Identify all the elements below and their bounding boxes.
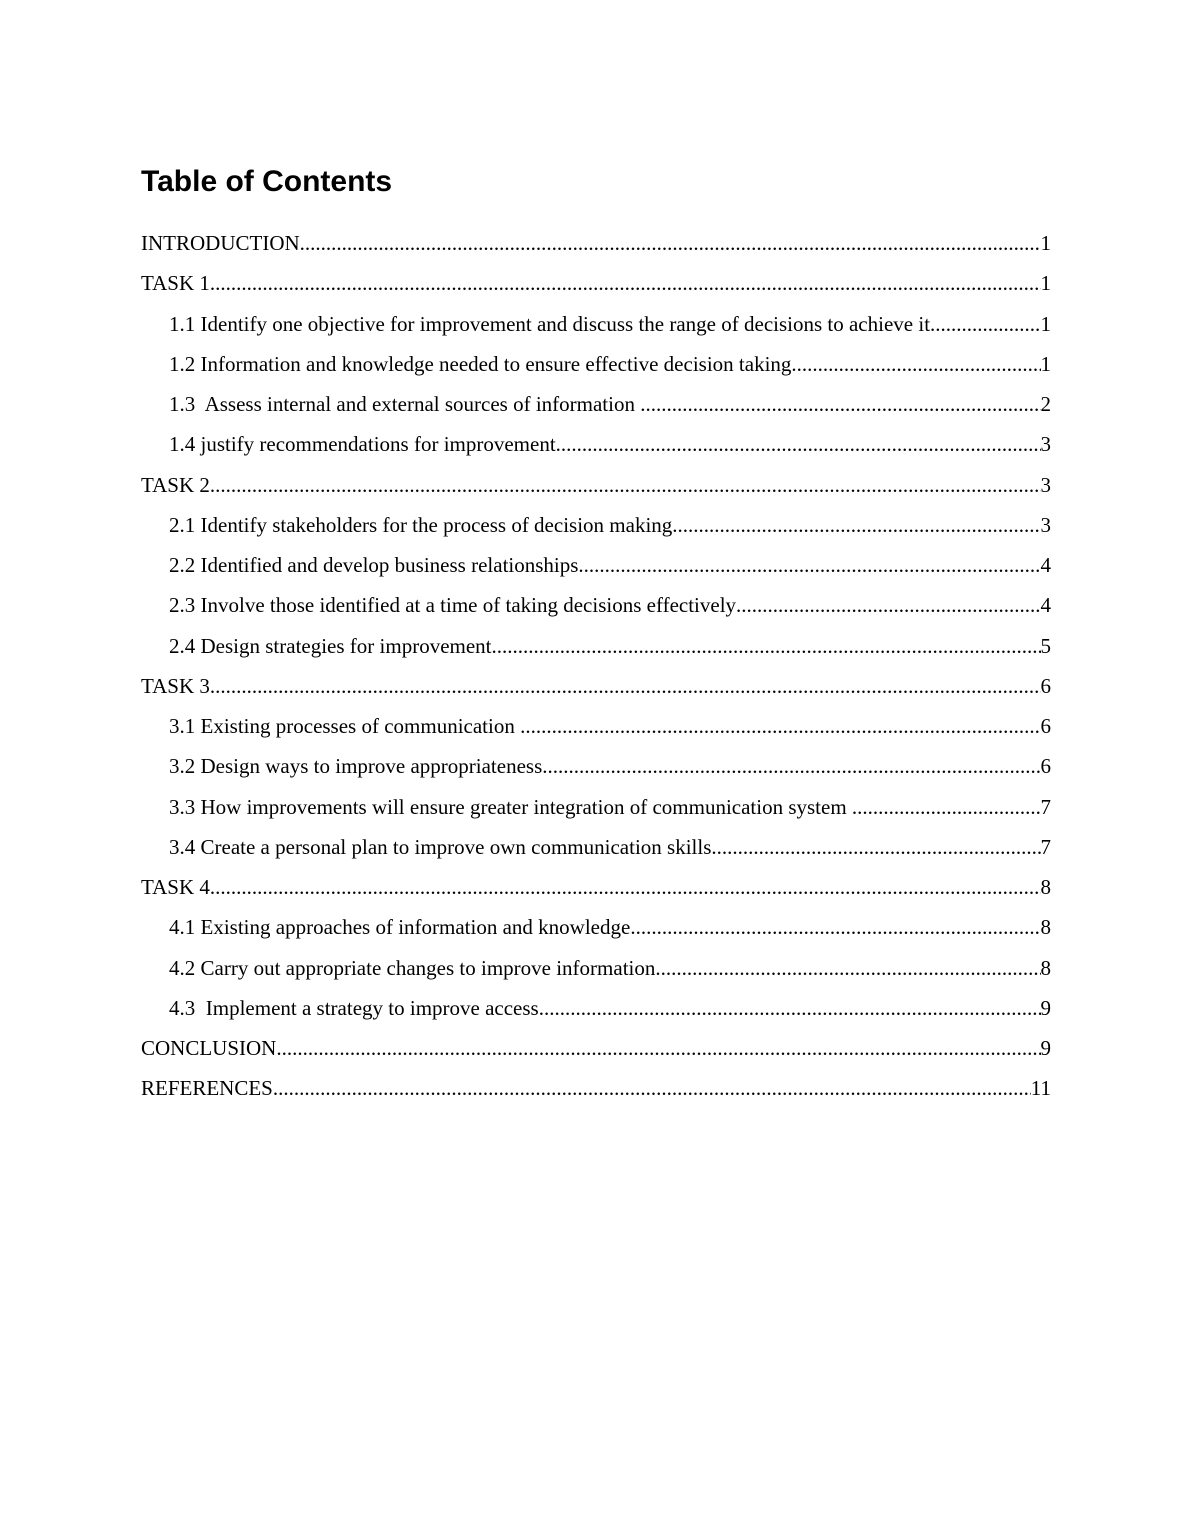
- toc-dot-leader: [655, 950, 1040, 986]
- toc-dot-leader: [539, 990, 1041, 1026]
- toc-entry-label: CONCLUSION: [141, 1036, 277, 1060]
- toc-entry-subsection[interactable]: [141, 547, 1051, 587]
- toc-page-number: 9: [1040, 995, 1051, 1020]
- toc-title: Table of Contents: [141, 165, 393, 198]
- toc-dot-leader: [711, 829, 1040, 865]
- toc-entry-section[interactable]: [141, 869, 1051, 909]
- toc-page-number: 1: [1040, 311, 1051, 336]
- toc-dot-leader: [578, 547, 1040, 583]
- toc-entry-section[interactable]: [141, 265, 1051, 305]
- toc-page-number: 7: [1040, 834, 1051, 859]
- toc-dot-leader: [542, 748, 1040, 784]
- toc-dot-leader: [640, 386, 1040, 422]
- toc-page-number: 4: [1040, 553, 1051, 577]
- toc-entry-subsection[interactable]: [141, 507, 1051, 547]
- toc-entry-label: 4.2 Carry out appropriate changes to improve information: [169, 955, 656, 980]
- toc-entry-label: 1.2 Information and knowledge needed to ensure effective decision taking: [169, 351, 792, 376]
- toc-page-number: 6: [1040, 714, 1051, 738]
- toc-page-number: 1: [1040, 231, 1051, 255]
- toc-entry-subsection[interactable]: [141, 950, 1051, 990]
- toc-entry-label: 2.4 Design strategies for improvement: [169, 633, 492, 658]
- toc-entry-label: 4.1 Existing approaches of information and knowledge: [169, 915, 631, 940]
- toc-page-number: 9: [1040, 1036, 1051, 1060]
- toc-entry-label: TASK 1: [141, 271, 210, 296]
- toc-dot-leader: [492, 628, 1041, 664]
- toc-entry-label: 3.1 Existing processes of communication: [169, 714, 521, 738]
- toc-dot-leader: [210, 265, 1041, 301]
- toc-entry-label: 3.4 Create a personal plan to improve own communication skills: [169, 834, 712, 859]
- toc-dot-leader: [672, 507, 1040, 543]
- toc-page-number: 6: [1040, 754, 1051, 779]
- toc-entry-label: TASK 4: [141, 875, 210, 899]
- toc-entry-label: 2.1 Identify stakeholders for the process of decision making: [169, 512, 673, 537]
- toc-entry-label: 1.3 Assess internal and external sources of information: [169, 392, 641, 416]
- toc-dot-leader: [791, 346, 1040, 382]
- toc-entry-subsection[interactable]: [141, 990, 1051, 1030]
- toc-entry-subsection[interactable]: [141, 909, 1051, 949]
- toc-dot-leader: [630, 909, 1040, 945]
- toc-entry-subsection[interactable]: [141, 587, 1051, 627]
- toc-dot-leader: [520, 708, 1040, 744]
- toc-entry-label: REFERENCES: [141, 1076, 273, 1101]
- toc-page-number: 4: [1040, 593, 1051, 618]
- toc-list: [141, 225, 1051, 1111]
- toc-entry-label: 3.2 Design ways to improve appropriateness: [169, 754, 543, 779]
- toc-page-number: 8: [1040, 875, 1051, 899]
- toc-page-number: 3: [1040, 432, 1051, 457]
- toc-entry-label: 1.4 justify recommendations for improvement: [169, 432, 556, 457]
- toc-entry-section[interactable]: [141, 467, 1051, 507]
- toc-entry-label: 4.3 Implement a strategy to improve access: [169, 995, 539, 1020]
- toc-entry-subsection[interactable]: [141, 708, 1051, 748]
- toc-dot-leader: [210, 467, 1041, 503]
- toc-entry-label: 1.1 Identify one objective for improvement and discuss the range of decisions to achieve it: [169, 311, 931, 336]
- toc-entry-label: TASK 3: [141, 673, 210, 698]
- toc-dot-leader: [210, 668, 1041, 704]
- toc-entry-subsection[interactable]: [141, 789, 1051, 829]
- toc-entry-subsection[interactable]: [141, 829, 1051, 869]
- toc-dot-leader: [736, 587, 1040, 623]
- toc-dot-leader: [276, 1030, 1040, 1066]
- toc-page-number: 6: [1040, 673, 1051, 698]
- toc-dot-leader: [930, 306, 1040, 342]
- toc-dot-leader: [300, 225, 1041, 261]
- toc-entry-section[interactable]: [141, 668, 1051, 708]
- toc-entry-label: 2.2 Identified and develop business relationships: [169, 553, 579, 577]
- toc-dot-leader: [852, 789, 1041, 825]
- toc-entry-subsection[interactable]: [141, 628, 1051, 668]
- toc-page-number: 3: [1040, 472, 1051, 497]
- toc-entry-subsection[interactable]: [141, 426, 1051, 466]
- toc-dot-leader: [556, 426, 1041, 462]
- toc-page-number: 11: [1030, 1076, 1051, 1101]
- toc-entry-section[interactable]: [141, 225, 1051, 265]
- toc-page-number: 8: [1040, 955, 1051, 980]
- toc-page-number: 1: [1040, 271, 1051, 296]
- toc-page-number: 3: [1040, 512, 1051, 537]
- toc-entry-subsection[interactable]: [141, 346, 1051, 386]
- toc-entry-subsection[interactable]: [141, 306, 1051, 346]
- toc-entry-subsection[interactable]: [141, 386, 1051, 426]
- toc-entry-label: 3.3 How improvements will ensure greater integration of communication system: [169, 794, 852, 819]
- toc-page-number: 7: [1040, 794, 1051, 819]
- toc-dot-leader: [210, 869, 1041, 905]
- toc-page-number: 1: [1040, 351, 1051, 376]
- toc-entry-section[interactable]: [141, 1030, 1051, 1070]
- toc-entry-subsection[interactable]: [141, 748, 1051, 788]
- toc-entry-label: TASK 2: [141, 472, 210, 497]
- toc-page-number: 8: [1040, 915, 1051, 940]
- toc-entry-section[interactable]: [141, 1070, 1051, 1110]
- toc-entry-label: INTRODUCTION: [141, 231, 300, 255]
- toc-page-number: 5: [1040, 633, 1051, 658]
- toc-dot-leader: [273, 1070, 1031, 1106]
- toc-entry-label: 2.3 Involve those identified at a time of taking decisions effectively: [169, 593, 737, 618]
- toc-page-number: 2: [1040, 392, 1051, 416]
